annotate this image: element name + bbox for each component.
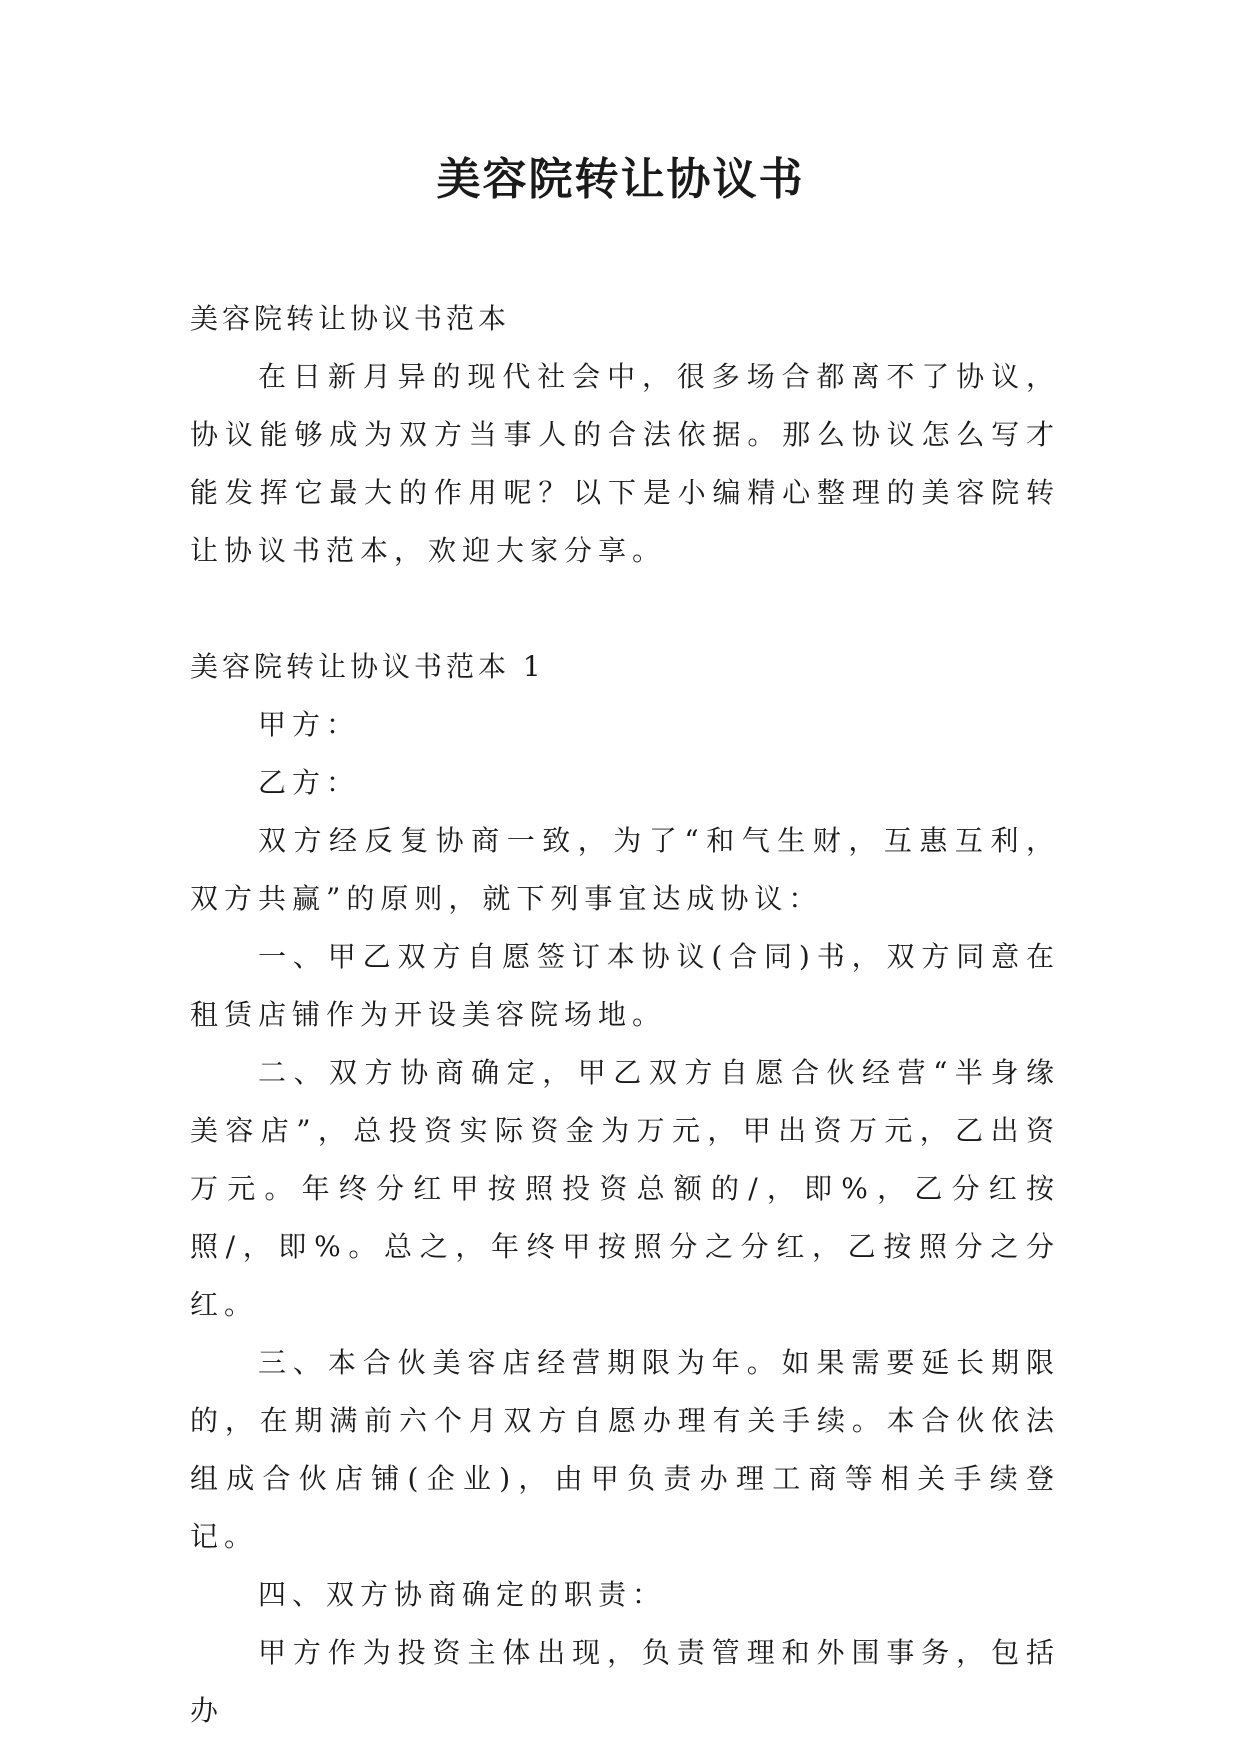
clause-paragraph: 甲方作为投资主体出现，负责管理和外围事务，包括办 (190, 1636, 1060, 1727)
clause-paragraph: 二、双方协商确定，甲乙双方自愿合伙经营“半身缘美容店”，总投资实际资金为万元，甲出资万元，乙出资万元。年终分红甲按照投资总额的/，即%，乙分红按照/，即%。总之，年终甲按照分之分红，乙按照分之分红。 (190, 1056, 1060, 1321)
intro-paragraph: 在日新月异的现代社会中，很多场合都离不了协议，协议能够成为双方当事人的合法依据。那么协议怎么写才能发挥它最大的作用呢？以下是小编精心整理的美容院转让协议书范本，欢迎大家分享。 (190, 360, 1060, 567)
party-a-line: 甲方： (258, 708, 361, 741)
clause-paragraph: 四、双方协商确定的职责： (258, 1578, 667, 1611)
clause-paragraph: 三、本合伙美容店经营期限为年。如果需要延长期限的，在期满前六个月双方自愿办理有关手续。本合伙依法组成合伙店铺(企业)，由甲负责办理工商等相关手续登记。 (190, 1346, 1060, 1553)
document-body (190, 290, 1060, 1740)
section-heading: 美容院转让协议书范本 (190, 302, 511, 335)
paragraph-gap (190, 580, 1060, 638)
preamble-paragraph: 双方经反复协商一致，为了“和气生财，互惠互利，双方共赢”的原则，就下列事宜达成协议： (190, 824, 1060, 915)
document-title: 美容院转让协议书 (436, 154, 805, 205)
clause-paragraph: 一、甲乙双方自愿签订本协议(合同)书，双方同意在租赁店铺作为开设美容院场地。 (190, 940, 1060, 1031)
section-heading: 美容院转让协议书范本 1 (190, 650, 545, 683)
party-b-line: 乙方： (258, 766, 361, 799)
